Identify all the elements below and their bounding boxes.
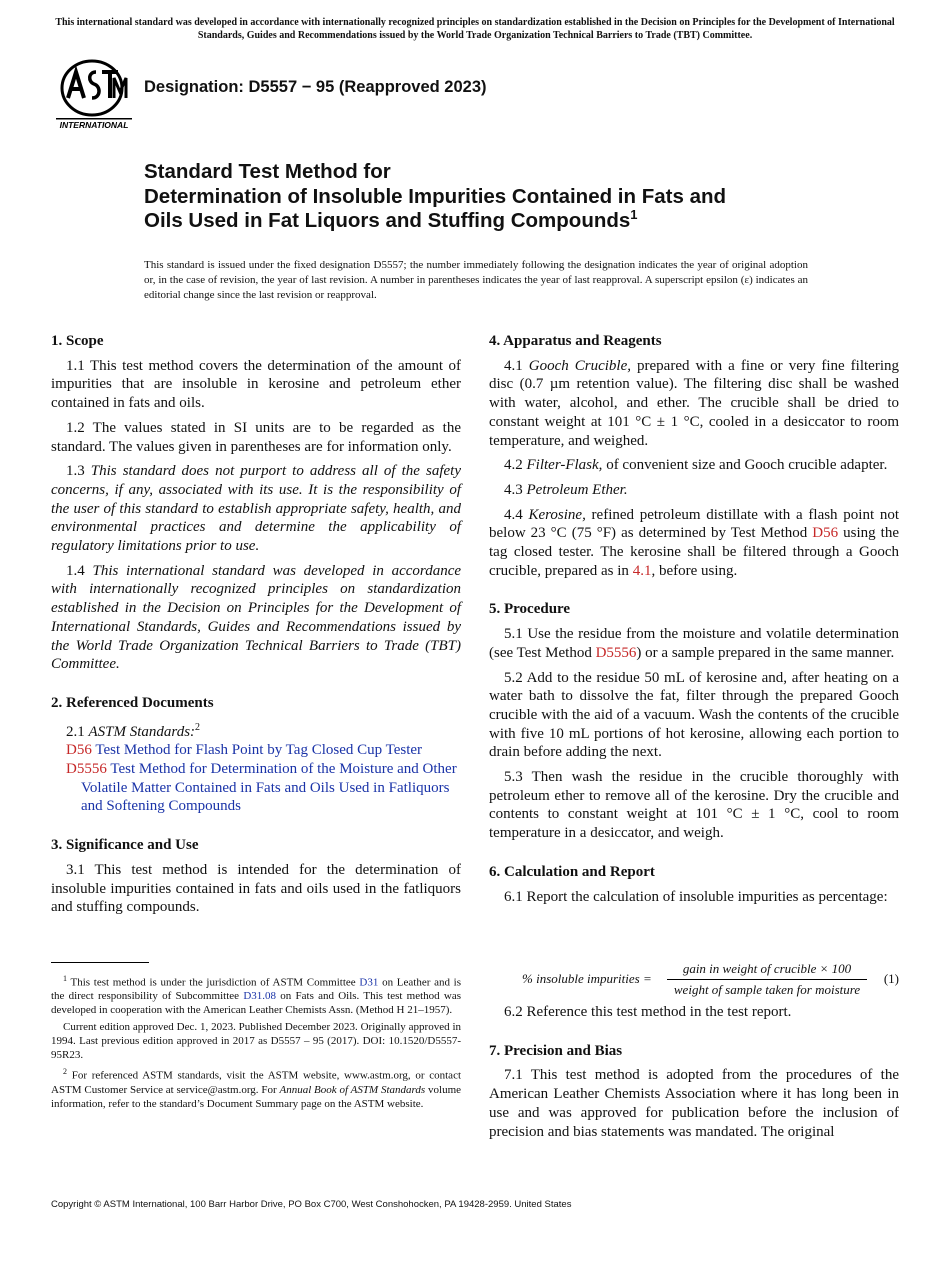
footnote-2 (51, 1065, 461, 1111)
section-precision-heading: 7. Precision and Bias (489, 1042, 623, 1059)
para-4-4-text-b: using the tag closed tester. The kerosine shall be filtered through a Gooch crucible, prepared as in (489, 525, 899, 579)
para-4-1-term: Gooch Crucible, (528, 357, 632, 374)
footnote-1-text-c: on Fats and Oils. This test method was developed in cooperation with the American Leather Chemists Assn. (Method H 21–1957). (51, 990, 462, 1017)
para-1-2: 1.2 The values stated in SI units are to be regarded as the standard. The values given in parentheses are for information only. (51, 419, 461, 455)
title-line-3 (144, 209, 844, 234)
para-1-3-num: 1.3 (66, 463, 85, 480)
para-4-4 (489, 506, 899, 581)
para-2-1-num: 2.1 (66, 723, 85, 740)
para-4-3 (489, 481, 899, 500)
astm-logo (54, 58, 134, 130)
footnote-1-mark: 1 (63, 974, 67, 983)
footnote-1-text-b: on Leather and is the direct responsibility of Subcommittee (51, 976, 461, 1003)
title-line-3-text: Oils Used in Fat Liquors and Stuffing Compounds (144, 209, 631, 232)
link-d31[interactable]: D31 (359, 976, 379, 989)
link-d56[interactable]: D56 (812, 525, 839, 542)
right-column-lower (489, 1003, 899, 1147)
para-2-1-label: ASTM Standards: (88, 723, 196, 740)
para-4-2-text: of convenient size and Gooch crucible adapter. (606, 457, 888, 474)
para-4-4-text-c: , before using. (651, 562, 738, 579)
equation-denominator: weight of sample taken for moisture (673, 982, 861, 997)
para-2-1 (51, 719, 461, 742)
link-section-4-1[interactable]: 4.1 (632, 562, 652, 579)
footnote-divider (51, 962, 149, 963)
para-1-4 (51, 562, 461, 674)
section-scope-heading: 1. Scope (51, 333, 104, 349)
para-6-1: 6.1 Report the calculation of insoluble impurities as percentage: (504, 888, 888, 905)
footnote-1-text-a: This test method is under the jurisdiction of ASTM Committee (70, 976, 356, 989)
copyright-line: Copyright © ASTM International, 100 Barr Harbor Drive, PO Box C700, West Conshohocken, PA 19428-2959. United States (51, 1199, 572, 1210)
footnote-2-mark: 2 (63, 1067, 67, 1077)
footnote-2-italic: Annual Book of ASTM Standards (279, 1083, 426, 1096)
logo-wordmark: INTERNATIONAL (59, 120, 129, 130)
para-4-1 (489, 357, 899, 451)
title-footnote-mark: 1 (630, 207, 638, 223)
para-1-3-text: This standard does not purport to address all of the safety concerns, if any, associated with its use. It is the responsibility of the user of this standard to establish appropriate safety, health, and environmental practices and determine the applicability of regulatory limitations prior to use. (51, 463, 461, 555)
section-apparatus-heading: 4. Apparatus and Reagents (489, 333, 662, 349)
section-referenced-heading: 2. Referenced Documents (51, 694, 214, 711)
para-1-4-text: This international standard was developed in accordance with internationally recognized principles on standardization established in the Decision on Principles for the Development of International Standards, Guides and Recommendations issued by the World Trade Organization Technical Barriers to Trade (TBT) Committee. (51, 562, 462, 673)
ref-title[interactable]: Test Method for Determination of the Moisture and Other Volatile Matter Contained in Fats and Oils Used in Fatliquors and Softening Compounds (81, 761, 457, 815)
para-1-4-num: 1.4 (66, 562, 85, 579)
footnotes (51, 972, 461, 1114)
top-notice: This international standard was developed in accordance with internationally recognized principles on standardization established in the Decision on Principles for the Development of International Standards, Guides and Recommendations issued by the World Trade Organization Technical Barriers to Trade (TBT) Committee. (55, 17, 895, 41)
para-4-1-text: prepared with a fine or very fine filtering disc (0.7 µm retention value). The filtering disc shall be washed with water, alcohol, and ether. The crucible shall be dried to constant weight at 101 °C ± 1 °C, cooled in a desiccator to room temperature, and weighed. (489, 357, 900, 449)
para-5-2: 5.2 Add to the residue 50 mL of kerosine and, after heating on a water bath to dissolve the fat, filter through the prepared Gooch crucible with the aid of a vacuum. Wash the contents of the crucible with five 10 mL portions of hot kerosine, allowing each portion to drain before adding the next. (489, 669, 899, 761)
document-title (144, 160, 844, 234)
para-3-1: 3.1 This test method is intended for the determination of insoluble impurities contained in fats and oils used in the fatliquors and stuffing compounds. (51, 861, 461, 916)
para-4-3-num: 4.3 (504, 481, 523, 498)
para-5-1-text-b: ) or a sample prepared in the same manner. (636, 644, 895, 661)
section-significance-heading: 3. Significance and Use (51, 837, 199, 854)
designation: Designation: D5557 − 95 (Reapproved 2023) (144, 78, 487, 96)
para-4-4-term: Kerosine, (528, 506, 586, 523)
ref-item-d5556[interactable] (51, 760, 461, 816)
ref-code[interactable]: D56 (66, 742, 92, 759)
para-4-2 (489, 456, 899, 475)
equation-lhs: % insoluble impurities = (522, 971, 652, 986)
link-d5556[interactable]: D5556 (595, 644, 637, 661)
link-d31-08[interactable]: D31.08 (243, 990, 277, 1003)
section-procedure-heading: 5. Procedure (489, 601, 571, 618)
footnote-edition: Current edition approved Dec. 1, 2023. Published December 2023. Originally approved in 1994. Last previous edition approved in 2017 as D5557 – 95 (2017). DOI: 10.1520/D5557-95R23. (51, 1021, 461, 1061)
title-line-1: Standard Test Method for (144, 160, 391, 183)
para-5-3: 5.3 Then wash the residue in the crucible thoroughly with petroleum ether to remove all of the kerosine. Dry the crucible and contents to constant weight at 101 °C ± 1 °C, cool to room temperature in a desiccator, and weigh. (489, 769, 899, 842)
para-4-4-num: 4.4 (504, 506, 523, 523)
section-calculation-heading: 6. Calculation and Report (489, 863, 655, 880)
footnote-1 (51, 972, 461, 1018)
astm-logo-icon (54, 58, 134, 130)
para-4-1-num: 4.1 (504, 357, 523, 374)
right-column (489, 332, 899, 912)
para-5-1-text-a: 5.1 Use the residue from the moisture and volatile determination (see Test Method (489, 626, 899, 661)
para-7-1: 7.1 This test method is adopted from the procedures of the American Leather Chemists Association where it has long been in use and was approved for publication before the inclusion of precision and bias statements was mandated. The original (489, 1067, 899, 1140)
equation-1 (489, 961, 899, 999)
ref-code[interactable]: D5556 (66, 761, 107, 778)
para-4-2-num: 4.2 (504, 457, 523, 474)
equation-number: (1) (883, 971, 899, 986)
ref-item-d56[interactable] (51, 741, 461, 760)
para-1-1: 1.1 This test method covers the determination of the amount of impurities that are insoluble in kerosine and petroleum ether contained in fats and oils. (51, 357, 461, 412)
issue-note: This standard is issued under the fixed designation D5557; the number immediately following the designation indicates the year of original adoption or, in the case of revision, the year of last revision. A number in parentheses indicates the year of last reapproval. A superscript epsilon (ε) indicates an editorial change since the last revision or reapproval. (144, 259, 808, 301)
equation-numerator: gain in weight of crucible × 100 (667, 961, 867, 980)
para-6-2: 6.2 Reference this test method in the test report. (504, 1004, 792, 1020)
para-1-3 (51, 462, 461, 556)
para-4-3-term: Petroleum Ether. (526, 481, 628, 498)
para-2-1-mark: 2 (195, 721, 201, 733)
ref-title[interactable]: Test Method for Flash Point by Tag Closed Cup Tester (95, 742, 423, 759)
para-4-2-term: Filter-Flask, (526, 457, 603, 474)
title-line-2: Determination of Insoluble Impurities Contained in Fats and (144, 184, 727, 208)
footnote-2-text-a: For referenced ASTM standards, visit the ASTM website, www.astm.org, or contact ASTM Customer Service at service@astm.org. For (51, 1070, 462, 1096)
para-5-1 (489, 625, 899, 662)
left-column (51, 332, 461, 923)
footnote-2-text-b: volume information, refer to the standard’s Document Summary page on the ASTM website. (51, 1083, 462, 1110)
para-4-4-text-a: refined petroleum distillate with a flash point not below 23 °C (75 °F) as determined by Test Method (489, 506, 899, 542)
equation-fraction (667, 961, 867, 998)
